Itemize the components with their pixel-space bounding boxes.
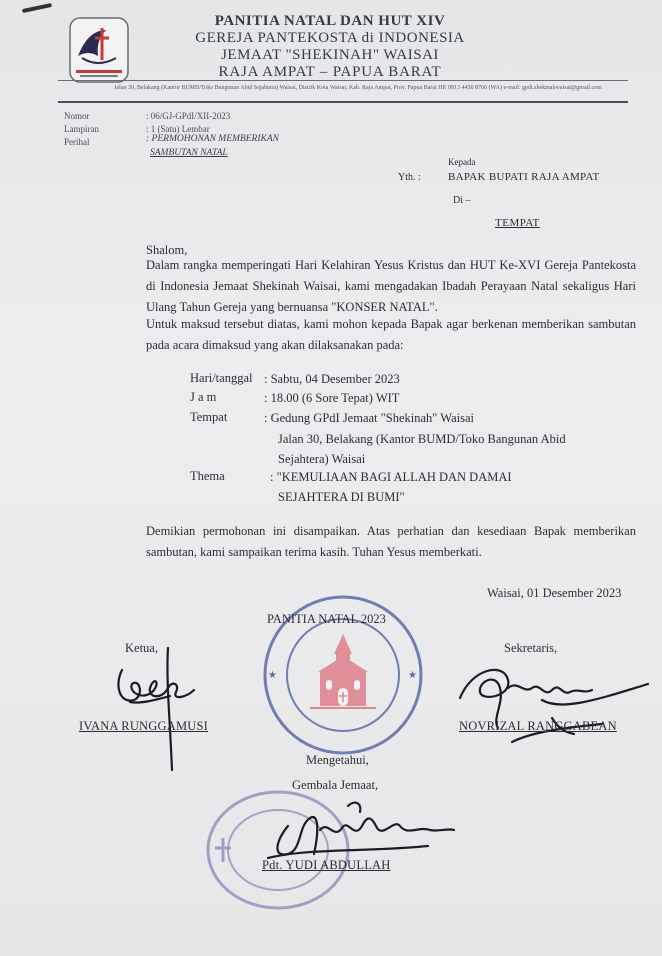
greeting: Shalom, (146, 243, 188, 257)
corner-mark (22, 3, 52, 13)
hari-label: Hari/tanggal (190, 371, 253, 385)
place-date: Waisai, 01 Desember 2023 (487, 586, 622, 600)
paragraph-1: Dalam rangka memperingati Hari Kelahiran Yesus Kristus dan HUT Ke-XVI Gereja Pantekosta di Indonesia Jemaat Shekinah Waisai, kami mengadakan Ibadah Perayaan Natal sekaligus Hari Ulang Tahun Gereja yang bernuansa "KONSER NATAL". (146, 258, 636, 314)
letterhead-address: Jalan 30, Belakang (Kantor BUMD/Toko Bangunan Abid Sejahtera) Waisai, Distrik Kota Waisai, Kab. Raja Ampat, Prov. Papua Barat HP. 0813 4450 8766 (WA) e-mail: gpdi.shekinahwaisai@gmail.com (114, 85, 602, 91)
letterhead-rule-bottom (58, 101, 628, 103)
lampiran-label: Lampiran (64, 124, 99, 134)
lampiran-value: : 1 (Satu) Lembar (146, 124, 210, 134)
stamp-star-left: ★ (268, 670, 277, 681)
nomor-label: Nomor (64, 111, 90, 121)
di-label: Di – (453, 195, 471, 206)
tempat-value-3: Sejahtera) Waisai (278, 452, 366, 466)
letterhead-line-2: GEREJA PANTEKOSTA di INDONESIA (195, 30, 465, 46)
thema-value-2: SEJAHTERA DI BUMI" (278, 490, 405, 504)
nomor-value: : 06/GJ-GPdI/XII-2023 (146, 111, 231, 121)
ketua-name: IVANA RUNGGAMUSI (79, 719, 209, 733)
church-logo-icon (68, 16, 130, 84)
ketua-label: Ketua, (125, 641, 158, 655)
letterhead (150, 14, 510, 80)
hari-value: : Sabtu, 04 Desember 2023 (264, 372, 400, 386)
recipient-name: BAPAK BUPATI RAJA AMPAT (448, 171, 600, 183)
sekretaris-label: Sekretaris, (504, 641, 558, 655)
tempat-heading: TEMPAT (495, 217, 540, 229)
paragraph-2: Untuk maksud tersebut diatas, kami mohon kepada Bapak agar berkenan memberikan sambutan pada acara dimaksud yang akan dilaksanakan pada: (146, 317, 636, 352)
ketua-signature-icon (110, 640, 200, 775)
letterhead-line-4: RAJA AMPAT – PAPUA BARAT (218, 64, 442, 80)
tempat-label: Tempat (190, 410, 228, 424)
thema-label: Thema (190, 469, 225, 483)
letterhead-line-1: PANITIA NATAL DAN HUT XIV (214, 13, 446, 29)
sekretaris-name: NOVRIZAL RANGGABEAN (459, 719, 617, 733)
perihal-label: Perihal (64, 137, 90, 147)
committee-title: PANITIA NATAL 2023 (267, 612, 386, 626)
tempat-value-1: : Gedung GPdI Jemaat "Shekinah" Waisai (264, 411, 474, 425)
yth-label: Yth. : (398, 172, 421, 183)
perihal-value-1: : PERMOHONAN MEMBERIKAN (146, 134, 279, 144)
closing-paragraph: Demikian permohonan ini disampaikan. Atas perhatian dan kesediaan Bapak memberikan sambutan, kami sampaikan terima kasih. Tuhan Yesus memberkati. (146, 524, 636, 559)
perihal-value-2: SAMBUTAN NATAL (150, 148, 228, 158)
jam-label: J a m (190, 390, 217, 404)
kepada-label: Kepada (448, 157, 476, 167)
stamp-star-right: ★ (408, 670, 417, 681)
gembala-label: Gembala Jemaat, (292, 778, 379, 792)
jam-value: : 18.00 (6 Sore Tepat) WIT (264, 391, 400, 405)
letterhead-line-3: JEMAAT "SHEKINAH" WAISAI (221, 47, 439, 63)
thema-value-1: : "KEMULIAAN BAGI ALLAH DAN DAMAI (270, 470, 512, 484)
letterhead-rule-top (58, 80, 628, 81)
tempat-value-2: Jalan 30, Belakang (Kantor BUMD/Toko Bangunan Abid (278, 432, 566, 446)
gembala-name: Pdt. YUDI ABDULLAH (262, 858, 391, 872)
mengetahui-label: Mengetahui, (306, 753, 369, 767)
